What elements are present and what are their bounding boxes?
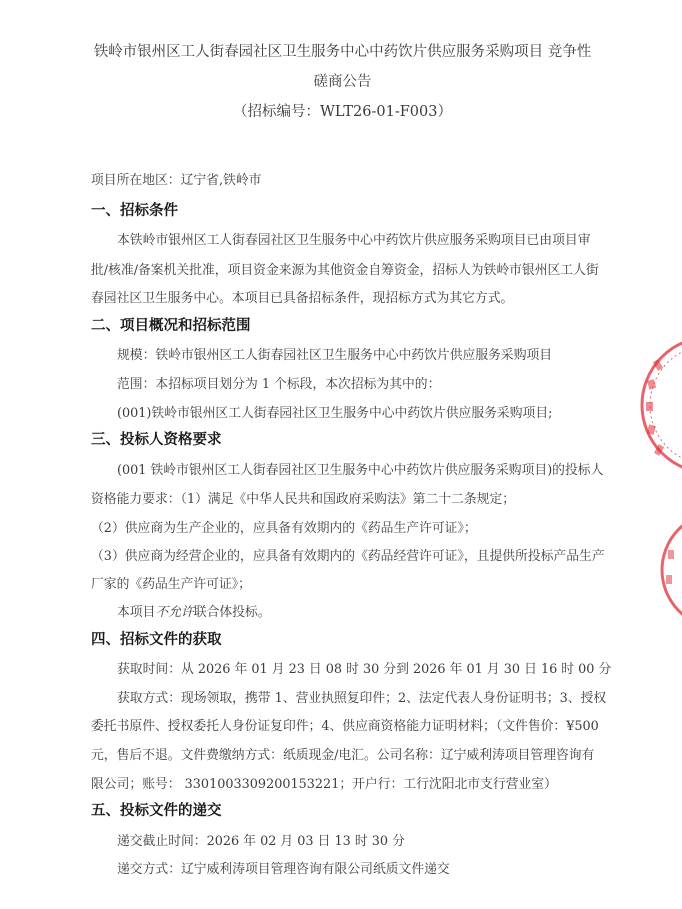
section-2-lot: (001)铁岭市银州区工人街春园社区卫生服务中心中药饮片供应服务采购项目; [117,406,553,421]
project-region: 项目所在地区：辽宁省,铁岭市 [91,173,262,188]
section-3-line-1: (001 铁岭市银州区工人街春园社区卫生服务中心中药饮片供应服务采购项目)的投标人 [117,463,604,478]
section-3-line-4: （3）供应商为经营企业的，应具备有效期内的《药品经营许可证》，且提供所投标产品生产 [91,549,605,564]
consortium-text-pre: 本项目 [117,605,156,620]
document-title-line-2: 磋商公告 [313,74,372,90]
section-1-para-line-3: 春园社区卫生服务中心。本项目已具备招标条件，现招标方式为其它方式。 [91,291,514,306]
section-4-line-3: 委托书原件、授权委托人身份证复印件；4、供应商资格能力证明材料；（文件售价：¥500 [91,719,599,734]
section-2-scale: 规模：铁岭市银州区工人街春园社区卫生服务中心中药饮片供应服务采购项目 [117,348,553,363]
section-4-line-5: 限公司；账号： 3301003309200153221；开户行：工行沈阳北市支行营业室） [91,777,557,792]
section-1-para-line-1: 本铁岭市银州区工人街春园社区卫生服务中心中药饮片供应服务采购项目已由项目审 [117,233,591,248]
section-3-line-3: （2）供应商为生产企业的，应具备有效期内的《药品生产许可证》； [91,521,477,536]
section-3-line-5: 厂家的《药品生产许可证》； [91,577,251,592]
section-heading-4: 四、招标文件的获取 [91,632,222,648]
seal-stamp-lower [650,515,682,625]
section-heading-1: 一、招标条件 [91,203,178,219]
seal-stamp-upper [610,330,682,480]
section-heading-2: 二、项目概况和招标范围 [91,318,251,334]
section-heading-5: 五、投标文件的递交 [91,803,222,819]
section-3-line-2: 资格能力要求：（1）满足《中华人民共和国政府采购法》第二十二条规定； [91,492,516,507]
section-5-line-1: 递交截止时间：2026 年 02 月 03 日 13 时 30 分 [117,834,405,849]
consortium-text-post: 联合体投标。 [193,605,271,620]
section-1-para-line-2: 批/核准/备案机关批准，项目资金来源为其他资金自筹资金，招标人为铁岭市银州区工人街 [91,263,599,278]
consortium-text-em: 不允许 [155,605,194,620]
section-4-line-4: 元，售后不退。文件费缴纳方式：纸质现金/电汇。公司名称：辽宁威利涛项目管理咨询有 [91,748,595,763]
section-4-line-1: 获取时间：从 2026 年 01 月 23 日 08 时 30 分到 2026 年 01 月 30 日 16 时 00 分 [117,662,612,677]
document-title-line-1: 铁岭市银州区工人街春园社区卫生服务中心中药饮片供应服务采购项目 竞争性 [93,44,592,60]
section-heading-3: 三、投标人资格要求 [91,432,222,448]
section-3-line-6 [117,604,271,622]
section-5-line-2: 递交方式：辽宁威利涛项目管理咨询有限公司纸质文件递交 [117,862,450,877]
section-4-line-2: 获取方式：现场领取，携带 1、营业执照复印件；2、法定代表人身份证明书；3、授权 [117,691,607,706]
section-2-scope: 范围：本招标项目划分为 1 个标段，本次招标为其中的： [117,377,441,392]
tender-number: （招标编号：WLT26-01-F003） [233,104,452,120]
